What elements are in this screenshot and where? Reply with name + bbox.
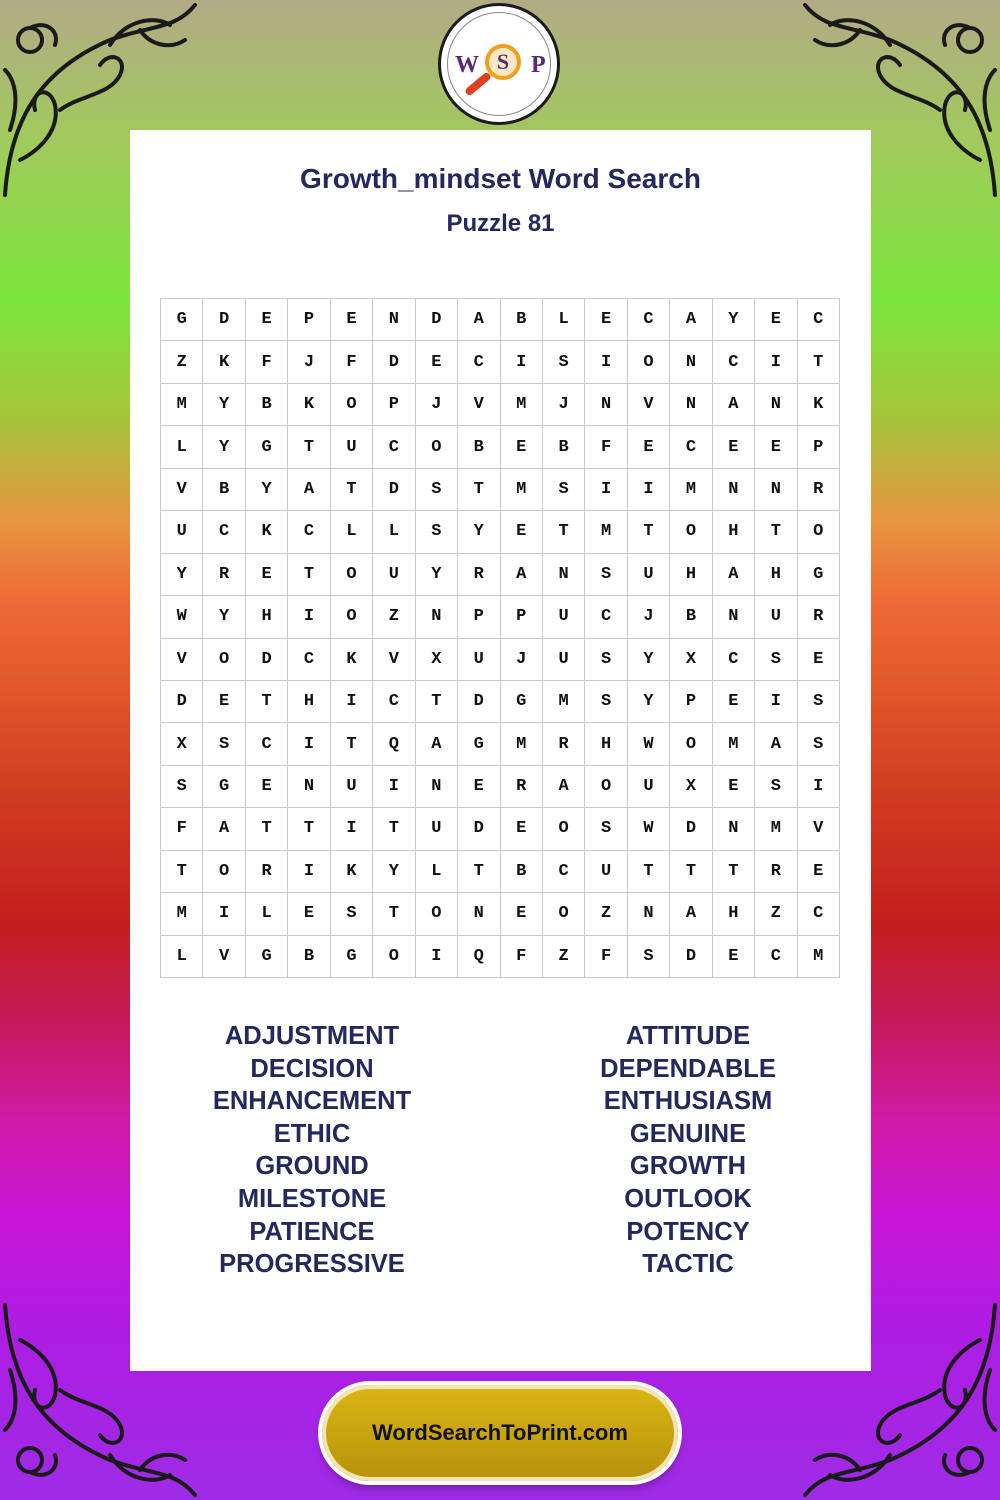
grid-cell[interactable]: Y: [628, 639, 670, 681]
grid-cell[interactable]: G: [246, 426, 288, 468]
grid-cell[interactable]: F: [331, 341, 373, 383]
grid-cell[interactable]: C: [713, 341, 755, 383]
grid-cell[interactable]: L: [246, 893, 288, 935]
grid-cell[interactable]: S: [585, 554, 627, 596]
grid-cell[interactable]: G: [203, 766, 245, 808]
grid-cell[interactable]: N: [670, 384, 712, 426]
grid-cell[interactable]: S: [161, 766, 203, 808]
grid-cell[interactable]: F: [585, 426, 627, 468]
grid-cell[interactable]: H: [585, 723, 627, 765]
word-list-right: [518, 1020, 858, 1281]
grid-cell[interactable]: T: [373, 893, 415, 935]
grid-cell[interactable]: E: [501, 808, 543, 850]
grid-cell[interactable]: E: [798, 639, 840, 681]
grid-cell[interactable]: E: [713, 681, 755, 723]
grid-cell[interactable]: N: [713, 596, 755, 638]
grid-cell[interactable]: I: [585, 469, 627, 511]
word-list-item: ENHANCEMENT: [212, 1087, 412, 1116]
grid-cell[interactable]: S: [416, 511, 458, 553]
grid-cell[interactable]: D: [458, 808, 500, 850]
grid-cell[interactable]: D: [373, 469, 415, 511]
grid-cell[interactable]: U: [458, 639, 500, 681]
grid-cell[interactable]: D: [246, 639, 288, 681]
grid-cell[interactable]: T: [246, 681, 288, 723]
grid-cell[interactable]: L: [161, 426, 203, 468]
grid-cell[interactable]: C: [246, 723, 288, 765]
grid-cell[interactable]: A: [203, 808, 245, 850]
grid-cell[interactable]: E: [203, 681, 245, 723]
grid-cell[interactable]: P: [373, 384, 415, 426]
grid-cell[interactable]: U: [161, 511, 203, 553]
grid-cell[interactable]: O: [543, 808, 585, 850]
grid-cell[interactable]: T: [288, 808, 330, 850]
grid-cell[interactable]: K: [203, 341, 245, 383]
grid-cell[interactable]: Y: [373, 851, 415, 893]
grid-cell[interactable]: L: [416, 851, 458, 893]
grid-cell[interactable]: O: [331, 596, 373, 638]
grid-cell[interactable]: E: [501, 893, 543, 935]
grid-cell[interactable]: F: [585, 936, 627, 978]
grid-cell[interactable]: Q: [458, 936, 500, 978]
grid-cell[interactable]: U: [331, 766, 373, 808]
word-list-item: PATIENCE: [249, 1217, 375, 1246]
grid-cell[interactable]: S: [585, 808, 627, 850]
grid-cell[interactable]: X: [670, 766, 712, 808]
grid-cell[interactable]: J: [543, 384, 585, 426]
grid-cell[interactable]: S: [798, 681, 840, 723]
grid-cell[interactable]: T: [288, 554, 330, 596]
grid-cell[interactable]: E: [458, 766, 500, 808]
grid-cell[interactable]: N: [585, 384, 627, 426]
grid-cell[interactable]: E: [713, 936, 755, 978]
grid-cell[interactable]: N: [373, 299, 415, 341]
grid-cell[interactable]: M: [501, 469, 543, 511]
grid-cell[interactable]: A: [670, 893, 712, 935]
grid-cell[interactable]: T: [543, 511, 585, 553]
grid-cell[interactable]: J: [501, 639, 543, 681]
grid-cell[interactable]: G: [246, 936, 288, 978]
grid-cell[interactable]: T: [628, 851, 670, 893]
grid-cell[interactable]: I: [755, 681, 797, 723]
grid-cell[interactable]: J: [416, 384, 458, 426]
grid-cell[interactable]: I: [373, 766, 415, 808]
grid-cell[interactable]: N: [755, 384, 797, 426]
grid-cell[interactable]: U: [331, 426, 373, 468]
grid-cell[interactable]: M: [161, 893, 203, 935]
grid-cell[interactable]: E: [585, 299, 627, 341]
grid-cell[interactable]: U: [543, 596, 585, 638]
grid-cell[interactable]: L: [331, 511, 373, 553]
grid-cell[interactable]: E: [798, 851, 840, 893]
grid-cell[interactable]: C: [713, 639, 755, 681]
grid-cell[interactable]: O: [585, 766, 627, 808]
grid-cell[interactable]: L: [543, 299, 585, 341]
grid-cell[interactable]: I: [288, 851, 330, 893]
grid-cell[interactable]: I: [203, 893, 245, 935]
grid-cell[interactable]: T: [458, 851, 500, 893]
grid-cell[interactable]: U: [628, 766, 670, 808]
grid-cell[interactable]: I: [288, 596, 330, 638]
word-list-item: GENUINE: [629, 1119, 747, 1148]
grid-cell[interactable]: E: [713, 426, 755, 468]
grid-cell[interactable]: I: [501, 341, 543, 383]
grid-cell[interactable]: U: [373, 554, 415, 596]
grid-cell[interactable]: N: [755, 469, 797, 511]
grid-cell[interactable]: A: [288, 469, 330, 511]
grid-cell[interactable]: K: [331, 639, 373, 681]
grid-cell[interactable]: C: [288, 639, 330, 681]
grid-cell[interactable]: E: [501, 511, 543, 553]
grid-cell[interactable]: T: [331, 723, 373, 765]
grid-cell[interactable]: C: [373, 681, 415, 723]
grid-cell[interactable]: B: [670, 596, 712, 638]
grid-cell[interactable]: R: [755, 851, 797, 893]
grid-cell[interactable]: Y: [246, 469, 288, 511]
grid-cell[interactable]: C: [288, 511, 330, 553]
grid-cell[interactable]: B: [203, 469, 245, 511]
grid-cell[interactable]: C: [543, 851, 585, 893]
grid-cell[interactable]: V: [458, 384, 500, 426]
grid-cell[interactable]: M: [501, 384, 543, 426]
grid-cell[interactable]: Y: [416, 554, 458, 596]
grid-cell[interactable]: M: [798, 936, 840, 978]
wsp-logo[interactable]: [438, 3, 560, 125]
grid-cell[interactable]: P: [458, 596, 500, 638]
grid-cell[interactable]: H: [755, 554, 797, 596]
grid-cell[interactable]: N: [543, 554, 585, 596]
grid-cell[interactable]: O: [670, 511, 712, 553]
grid-cell[interactable]: D: [670, 936, 712, 978]
grid-cell[interactable]: T: [628, 511, 670, 553]
grid-cell[interactable]: O: [628, 341, 670, 383]
grid-cell[interactable]: E: [755, 299, 797, 341]
grid-cell[interactable]: H: [670, 554, 712, 596]
puzzle-number: Puzzle 81: [446, 210, 555, 237]
grid-cell[interactable]: E: [755, 426, 797, 468]
grid-cell[interactable]: O: [670, 723, 712, 765]
grid-cell[interactable]: O: [416, 893, 458, 935]
grid-cell[interactable]: R: [798, 469, 840, 511]
grid-cell[interactable]: S: [755, 639, 797, 681]
grid-cell[interactable]: S: [543, 341, 585, 383]
grid-cell[interactable]: R: [203, 554, 245, 596]
word-list-item: ATTITUDE: [625, 1022, 751, 1050]
magnifier-icon: [485, 44, 521, 80]
word-list-item: POTENCY: [626, 1217, 750, 1246]
grid-cell[interactable]: F: [501, 936, 543, 978]
grid-cell[interactable]: F: [246, 341, 288, 383]
grid-cell[interactable]: N: [416, 596, 458, 638]
grid-cell[interactable]: N: [628, 893, 670, 935]
logo-letter-p: P: [531, 52, 546, 78]
grid-cell[interactable]: K: [288, 384, 330, 426]
grid-cell[interactable]: I: [585, 341, 627, 383]
grid-cell[interactable]: O: [798, 511, 840, 553]
grid-cell[interactable]: M: [543, 681, 585, 723]
grid-cell[interactable]: Q: [373, 723, 415, 765]
grid-cell[interactable]: A: [713, 554, 755, 596]
grid-cell[interactable]: F: [161, 808, 203, 850]
grid-cell[interactable]: V: [373, 639, 415, 681]
word-list-item: ADJUSTMENT: [224, 1022, 400, 1050]
word-list-item: ETHIC: [273, 1119, 351, 1148]
grid-cell[interactable]: G: [331, 936, 373, 978]
grid-cell[interactable]: V: [161, 639, 203, 681]
grid-cell[interactable]: M: [585, 511, 627, 553]
grid-cell[interactable]: A: [670, 299, 712, 341]
grid-cell[interactable]: C: [670, 426, 712, 468]
grid-cell[interactable]: N: [713, 808, 755, 850]
grid-cell[interactable]: G: [458, 723, 500, 765]
grid-cell[interactable]: D: [161, 681, 203, 723]
grid-cell[interactable]: P: [501, 596, 543, 638]
word-list-item: OUTLOOK: [624, 1184, 752, 1213]
grid-cell[interactable]: V: [203, 936, 245, 978]
grid-cell[interactable]: C: [628, 299, 670, 341]
grid-cell[interactable]: Y: [203, 384, 245, 426]
grid-cell[interactable]: O: [543, 893, 585, 935]
word-list-item: DECISION: [250, 1054, 374, 1083]
grid-cell[interactable]: Y: [161, 554, 203, 596]
grid-cell[interactable]: I: [416, 936, 458, 978]
grid-cell[interactable]: W: [161, 596, 203, 638]
grid-cell[interactable]: S: [331, 893, 373, 935]
grid-cell[interactable]: M: [755, 808, 797, 850]
grid-cell[interactable]: D: [458, 681, 500, 723]
grid-cell[interactable]: Y: [203, 596, 245, 638]
page-title: Growth_mindset Word Search: [300, 163, 701, 194]
grid-cell[interactable]: Z: [161, 341, 203, 383]
grid-cell[interactable]: S: [585, 681, 627, 723]
grid-cell[interactable]: O: [331, 554, 373, 596]
grid-cell[interactable]: I: [288, 723, 330, 765]
grid-cell[interactable]: Y: [713, 299, 755, 341]
grid-cell[interactable]: S: [585, 639, 627, 681]
grid-cell[interactable]: L: [161, 936, 203, 978]
grid-cell[interactable]: S: [628, 936, 670, 978]
grid-cell[interactable]: C: [798, 893, 840, 935]
grid-cell[interactable]: V: [798, 808, 840, 850]
grid-cell[interactable]: Y: [203, 426, 245, 468]
grid-cell[interactable]: A: [713, 384, 755, 426]
grid-cell[interactable]: I: [755, 341, 797, 383]
grid-cell[interactable]: Y: [628, 681, 670, 723]
logo-letter-w: W: [455, 52, 479, 78]
grid-cell[interactable]: Y: [458, 511, 500, 553]
grid-cell[interactable]: K: [798, 384, 840, 426]
grid-cell[interactable]: O: [203, 851, 245, 893]
grid-cell[interactable]: P: [288, 299, 330, 341]
grid-cell[interactable]: K: [331, 851, 373, 893]
grid-cell[interactable]: N: [670, 341, 712, 383]
grid-cell[interactable]: O: [373, 936, 415, 978]
grid-cell[interactable]: E: [628, 426, 670, 468]
grid-cell[interactable]: D: [670, 808, 712, 850]
grid-cell[interactable]: R: [798, 596, 840, 638]
grid-cell[interactable]: N: [713, 469, 755, 511]
grid-cell[interactable]: Z: [585, 893, 627, 935]
grid-cell[interactable]: A: [501, 554, 543, 596]
grid-cell[interactable]: M: [161, 384, 203, 426]
grid-cell[interactable]: B: [246, 384, 288, 426]
word-list-item: DEPENDABLE: [600, 1054, 776, 1083]
grid-cell[interactable]: A: [543, 766, 585, 808]
grid-cell[interactable]: U: [628, 554, 670, 596]
grid-cell[interactable]: I: [798, 766, 840, 808]
site-link-button[interactable]: WordSearchToPrint.com: [322, 1385, 678, 1481]
word-list-item: PROGRESSIVE: [219, 1250, 405, 1279]
grid-cell[interactable]: U: [585, 851, 627, 893]
grid-cell[interactable]: B: [458, 426, 500, 468]
grid-cell[interactable]: T: [373, 808, 415, 850]
grid-cell[interactable]: A: [755, 723, 797, 765]
grid-cell[interactable]: M: [501, 723, 543, 765]
grid-cell[interactable]: T: [288, 426, 330, 468]
grid-cell[interactable]: C: [458, 341, 500, 383]
grid-cell[interactable]: O: [416, 426, 458, 468]
grid-cell[interactable]: C: [585, 596, 627, 638]
grid-cell[interactable]: T: [670, 851, 712, 893]
grid-cell[interactable]: D: [203, 299, 245, 341]
grid-cell[interactable]: X: [161, 723, 203, 765]
grid-cell[interactable]: T: [798, 341, 840, 383]
grid-cell[interactable]: P: [798, 426, 840, 468]
grid-cell[interactable]: U: [416, 808, 458, 850]
grid-cell[interactable]: M: [670, 469, 712, 511]
word-list-item: TACTIC: [642, 1250, 734, 1279]
grid-cell[interactable]: G: [798, 554, 840, 596]
grid-cell[interactable]: C: [373, 426, 415, 468]
word-list-item: ENTHUSIASM: [603, 1087, 773, 1116]
grid-cell[interactable]: C: [798, 299, 840, 341]
grid-cell[interactable]: N: [288, 766, 330, 808]
grid-cell[interactable]: C: [203, 511, 245, 553]
grid-cell[interactable]: T: [755, 511, 797, 553]
grid-cell[interactable]: U: [755, 596, 797, 638]
grid-cell[interactable]: S: [798, 723, 840, 765]
grid-cell[interactable]: B: [288, 936, 330, 978]
grid-cell[interactable]: T: [246, 808, 288, 850]
grid-cell[interactable]: E: [246, 766, 288, 808]
grid-cell[interactable]: E: [416, 341, 458, 383]
word-list-item: GROUND: [255, 1152, 369, 1181]
grid-cell[interactable]: E: [331, 299, 373, 341]
grid-cell[interactable]: H: [246, 596, 288, 638]
grid-cell[interactable]: T: [713, 851, 755, 893]
grid-cell[interactable]: H: [713, 893, 755, 935]
grid-cell[interactable]: L: [373, 511, 415, 553]
grid-cell[interactable]: H: [713, 511, 755, 553]
grid-cell[interactable]: S: [203, 723, 245, 765]
grid-cell[interactable]: R: [543, 723, 585, 765]
grid-cell[interactable]: E: [288, 893, 330, 935]
grid-cell[interactable]: E: [246, 554, 288, 596]
grid-cell[interactable]: E: [501, 426, 543, 468]
grid-cell[interactable]: R: [458, 554, 500, 596]
grid-cell[interactable]: N: [458, 893, 500, 935]
grid-cell[interactable]: Z: [543, 936, 585, 978]
grid-cell[interactable]: N: [416, 766, 458, 808]
grid-cell[interactable]: R: [246, 851, 288, 893]
grid-cell[interactable]: D: [373, 341, 415, 383]
grid-cell[interactable]: I: [628, 469, 670, 511]
grid-cell[interactable]: W: [628, 808, 670, 850]
grid-cell[interactable]: H: [288, 681, 330, 723]
grid-cell[interactable]: Z: [755, 893, 797, 935]
grid-cell[interactable]: I: [331, 808, 373, 850]
grid-cell[interactable]: A: [458, 299, 500, 341]
letter-grid: [160, 298, 840, 978]
grid-cell[interactable]: X: [670, 639, 712, 681]
grid-cell[interactable]: E: [713, 766, 755, 808]
word-list-item: GROWTH: [629, 1152, 747, 1181]
grid-cell[interactable]: O: [331, 384, 373, 426]
grid-cell[interactable]: G: [161, 299, 203, 341]
word-list-left: [142, 1020, 482, 1281]
grid-cell[interactable]: S: [543, 469, 585, 511]
grid-cell[interactable]: T: [458, 469, 500, 511]
grid-cell[interactable]: T: [161, 851, 203, 893]
grid-cell[interactable]: S: [755, 766, 797, 808]
grid-cell[interactable]: T: [331, 469, 373, 511]
grid-cell[interactable]: R: [501, 766, 543, 808]
grid-cell[interactable]: O: [203, 639, 245, 681]
grid-cell[interactable]: Z: [373, 596, 415, 638]
grid-cell[interactable]: B: [501, 299, 543, 341]
grid-cell[interactable]: C: [755, 936, 797, 978]
grid-cell[interactable]: V: [161, 469, 203, 511]
grid-cell[interactable]: V: [628, 384, 670, 426]
grid-cell[interactable]: D: [416, 299, 458, 341]
grid-cell[interactable]: P: [670, 681, 712, 723]
grid-cell[interactable]: X: [416, 639, 458, 681]
grid-cell[interactable]: W: [628, 723, 670, 765]
grid-cell[interactable]: A: [416, 723, 458, 765]
grid-cell[interactable]: M: [713, 723, 755, 765]
grid-cell[interactable]: B: [543, 426, 585, 468]
grid-cell[interactable]: J: [288, 341, 330, 383]
word-list-item: MILESTONE: [237, 1184, 387, 1213]
grid-cell[interactable]: J: [628, 596, 670, 638]
grid-cell[interactable]: S: [416, 469, 458, 511]
logo-letter-s: S: [496, 49, 510, 74]
grid-cell[interactable]: E: [246, 299, 288, 341]
grid-cell[interactable]: G: [501, 681, 543, 723]
grid-cell[interactable]: I: [331, 681, 373, 723]
grid-cell[interactable]: K: [246, 511, 288, 553]
grid-cell[interactable]: T: [416, 681, 458, 723]
grid-cell[interactable]: B: [501, 851, 543, 893]
grid-cell[interactable]: U: [543, 639, 585, 681]
